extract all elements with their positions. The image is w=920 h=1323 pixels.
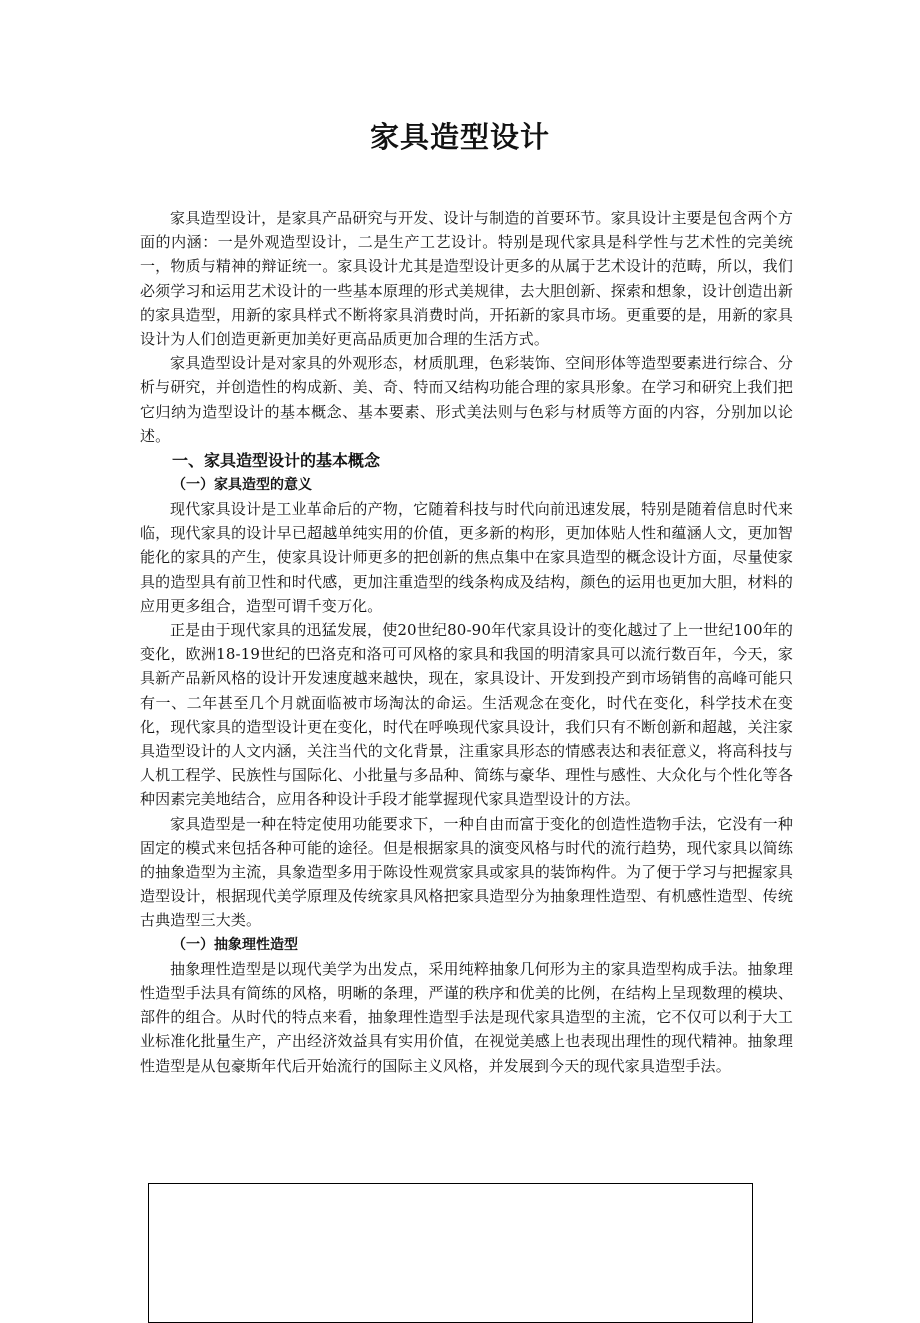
section-heading-basic-concepts: 一、家具造型设计的基本概念 [172, 451, 381, 471]
paragraph-rapid-development: 正是由于现代家具的迅猛发展，使20世纪80-90年代家具设计的变化越过了上一世纪100年的变化，欧洲18-19世纪的巴洛克和洛可可风格的家具和我国的明清家具可以流行数百年，今天，家具新产品新风格的设计开发速度越来越快，现在，家具设计、开发到投产到市场销售的高峰可能只有一、二年甚至几个月就面临被市场淘汰的命运。生活观念在变化，时代在变化，科学技术在变化，现代家具的造型设计更在变化，时代在呼唤现代家具设计，我们只有不断创新和超越，关注家具造型设计的人文内涵，关注当代的文化背景，注重家具形态的情感表达和表征意义，将高科技与人机工程学、民族性与国际化、小批量与多品种、简练与豪华、理性与感性、大众化与个性化等各种因素完美地结合，应用各种设计手段才能掌握现代家具造型设计的方法。 [140, 621, 793, 809]
paragraph-overview: 家具造型设计是对家具的外观形态，材质肌理，色彩装饰、空间形体等造型要素进行综合、分析与研究，并创造性的构成新、美、奇、特而又结构功能合理的家具形象。在学习和研究上我们把它归纳为造型设计的基本概念、基本要素、形式美法则与色彩与材质等方面的内容，分别加以论述。 [140, 354, 793, 445]
subsection-heading-meaning: （一）家具造型的意义 [172, 477, 312, 494]
subsection-heading-abstract-rational: （一）抽象理性造型 [172, 936, 298, 953]
document-body [140, 206, 793, 1078]
paragraph-abstract-rational: 抽象理性造型是以现代美学为出发点，采用纯粹抽象几何形为主的家具造型构成手法。抽象理性造型手法具有简练的风格，明晰的条理，严谨的秩序和优美的比例，在结构上呈现数理的模块、部件的组合。从时代的特点来看，抽象理性造型手法是现代家具造型的主流，它不仅可以利于大工业标准化批量生产，产出经济效益具有实用价值，在视觉美感上也表现出理性的现代精神。抽象理性造型是从包豪斯年代后开始流行的国际主义风格，并发展到今天的现代家具造型手法。 [140, 959, 793, 1075]
page-title: 家具造型设计 [369, 120, 550, 154]
paragraph-modeling-classification: 家具造型是一种在特定使用功能要求下，一种自由而富于变化的创造性造物手法，它没有一种固定的模式来包括各种可能的途径。但是根据家具的演变风格与时代的流行趋势，现代家具以简练的抽象造型为主流，具象造型多用于陈设性观赏家具或家具的装饰构件。为了便于学习与把握家具造型设计，根据现代美学原理及传统家具风格把家具造型分为抽象理性造型、有机感性造型、传统古典造型三大类。 [140, 814, 793, 930]
figure-frame [148, 1183, 753, 1323]
paragraph-intro: 家具造型设计，是家具产品研究与开发、设计与制造的首要环节。家具设计主要是包含两个方面的内涵：一是外观造型设计，二是生产工艺设计。特别是现代家具是科学性与艺术性的完美统一，物质与精神的辩证统一。家具设计尤其是造型设计更多的从属于艺术设计的范畴，所以，我们必须学习和运用艺术设计的一些基本原理的形式美规律，去大胆创新、探索和想象，设计创造出新的家具造型，用新的家具样式不断将家具消费时尚，开拓新的家具市场。更重要的是，用新的家具设计为人们创造更新更加美好更高品质更加合理的生活方式。 [140, 209, 793, 349]
paragraph-modern-furniture: 现代家具设计是工业革命后的产物，它随着科技与时代向前迅速发展，特别是随着信息时代来临，现代家具的设计早已超越单纯实用的价值，更多新的构形，更加体贴人性和蕴涵人文，更加智能化的家具的产生，使家具设计师更多的把创新的焦点集中在家具造型的概念设计方面，尽量使家具的造型具有前卫性和时代感，更加注重造型的线条构成及结构，颜色的运用也更加大胆，材料的应用更多组合，造型可谓千变万化。 [140, 500, 793, 615]
